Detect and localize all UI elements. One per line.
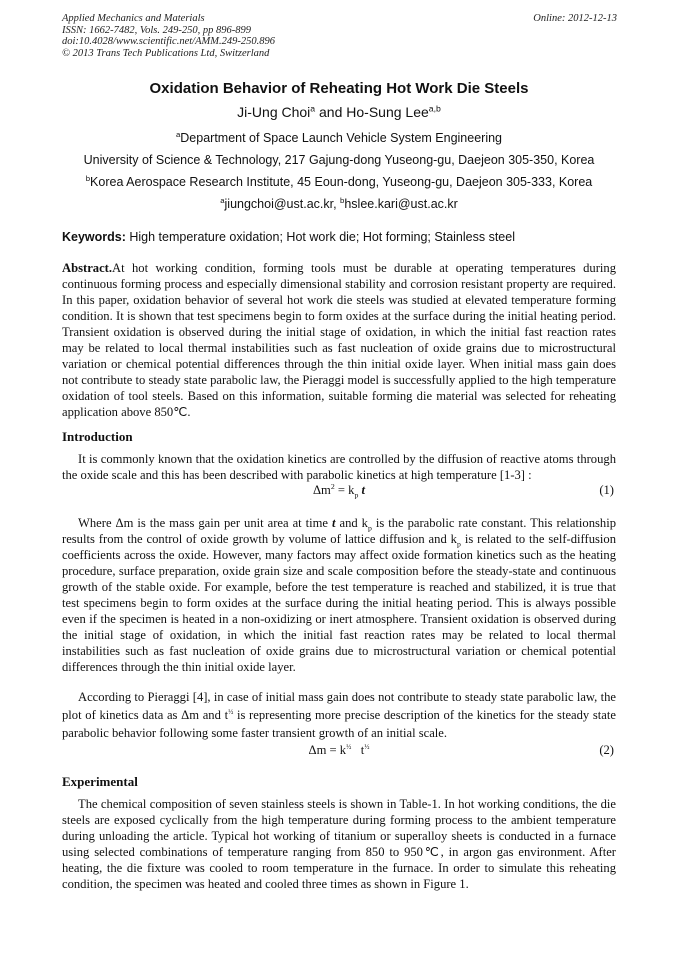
- affiliation-text: Department of Space Launch Vehicle System Engineering: [180, 131, 503, 145]
- abstract-text: At hot working condition, forming tools must be durable at operating temperatures during continuous forming process and especially dimensional stability and corrosion resistant property are required. In this paper, oxidation behavior of several hot work die steels was studied at elevated temperature forming condition. It is shown that test specimens begin to form oxides at the surface during the initial heating period. Transient oxidation is observed during the initial stage of oxidation, in which the initial fast reaction rates may be related to local thermal instabilities such as fast nucleation of oxide grains due to microstructural variation or chemical potential differences through the thin initial oxide layer. When initial mass gain does not contribute to steady state parabolic law, the Pieraggi model is successfully applied to the high temperature oxidation of tool steels. Based on this information, suitable forming die material was selected for reheating application above 850℃.: [62, 261, 616, 419]
- doi-link[interactable]: doi:10.4028/www.scientific.net/AMM.249-250.896: [62, 36, 275, 48]
- affil-mark: b: [340, 195, 345, 205]
- author-affil-mark: a: [310, 103, 316, 114]
- keywords-text: High temperature oxidation; Hot work die; Hot forming; Stainless steel: [125, 230, 515, 244]
- affiliation-b: [0, 175, 678, 189]
- section-heading-experimental: Experimental: [62, 774, 138, 789]
- keywords-label: Keywords:: [62, 230, 126, 244]
- affiliation-text: Korea Aerospace Research Institute, 45 Eoun-dong, Yuseong-gu, Daejeon 305-333, Korea: [90, 175, 593, 189]
- author-conjunction: and: [315, 104, 347, 120]
- affil-mark: a: [175, 129, 181, 139]
- equation-2-expression: $\Delta m = k^{\frac{1}{2}}$ $t^{\frac{1}{2}}$: [308, 743, 370, 757]
- keywords: [62, 230, 617, 244]
- affil-mark: a: [220, 195, 225, 205]
- issn-line: ISSN: 1662-7482, Vols. 249-250, pp 896-899: [62, 24, 251, 36]
- equation-1-expression: $\Delta m^2 = k_p$ t: [312, 481, 366, 500]
- equation-1: [62, 483, 616, 499]
- equation-2: [62, 743, 616, 759]
- intro-paragraph-2: Where Δm is the mass gain per unit area at time t and $k_p$ is the parabolic rate constant. This relationship results from the control of oxide growth by volume of lattice diffusion and $k_p$ is related to the self-diffusion coefficients across the oxide. However, many factors may affect oxide formation kinetics such as the heating procedure, surface preparation, oxide grain size and scale composition before the steady-state and continuous growth of the stable oxide. For example, before the test temperature is reached and stabilized, it is true that test specimens begin to form oxides at the surface during the initial heating period. This is always possible even if the specimen is heated in a non-oxidizing or inert atmosphere. Transient oxidation is observed during the initial stage of oxidation, in which the initial fast reaction rates may be related to local thermal instabilities such as fast nucleation of oxide grains due to microstructural variation or chemical potential differences through the thin initial oxide layer.: [62, 516, 616, 674]
- section-heading-introduction: Introduction: [62, 429, 133, 444]
- email-line: [0, 197, 678, 211]
- author-line: [0, 104, 678, 120]
- online-date: Online: 2012-12-13: [533, 13, 617, 24]
- abstract-label: Abstract.: [62, 261, 113, 275]
- equation-1-number: (1): [599, 483, 614, 497]
- journal-name: Applied Mechanics and Materials: [62, 13, 205, 24]
- running-header: [62, 13, 617, 59]
- copyright-line: © 2013 Trans Tech Publications Ltd, Switzerland: [62, 47, 270, 59]
- email-a[interactable]: jiungchoi@ust.ac.kr,: [224, 197, 341, 211]
- abstract: [62, 260, 616, 420]
- equation-2-number: (2): [599, 743, 614, 757]
- paper-title: Oxidation Behavior of Reheating Hot Work Die Steels: [149, 80, 529, 97]
- experimental-paragraph-1: The chemical composition of seven stainless steels is shown in Table-1. In hot working conditions, the die steels are exposed cyclically from the high temperature during forming process to the ambient temperature during unloading the article. Typical hot working of titanium or superalloy sheets is conducted in a furnace using selected combinations of temperature ranging from 850 to 950℃, in argon gas environment. After heating, the die fixture was cooled to room temperature in the furnace. In order to simulate this reheating condition, the specimen was heated and cooled three times as shown in Figure 1.: [62, 797, 616, 891]
- affil-mark: b: [85, 173, 91, 183]
- author-name: Ji-Ung Choi: [237, 104, 311, 120]
- affiliation-a-line1: [0, 131, 678, 145]
- author-name: Ho-Sung Lee: [346, 104, 429, 120]
- email-b[interactable]: hslee.kari@ust.ac.kr: [344, 197, 458, 211]
- intro-paragraph-3: According to Pieraggi [4], in case of initial mass gain does not contribute to steady state parabolic law, the plot of kinetics data as Δm and $t^{\frac{1}{2}}$ is representing more precise description of the kinetics for the steady state parabolic behavior following some faster transient growth of an initial scale.: [62, 690, 616, 740]
- intro-paragraph-1: It is commonly known that the oxidation kinetics are controlled by the diffusion of reactive atoms through the oxide scale and this has been described with parabolic kinetics at high temperature [1-3] :: [62, 452, 616, 482]
- author-affil-mark: a,b: [428, 103, 441, 114]
- affiliation-a-line2: University of Science & Technology, 217 Gajung-dong Yuseong-gu, Daejeon 305-350, Korea: [83, 153, 595, 167]
